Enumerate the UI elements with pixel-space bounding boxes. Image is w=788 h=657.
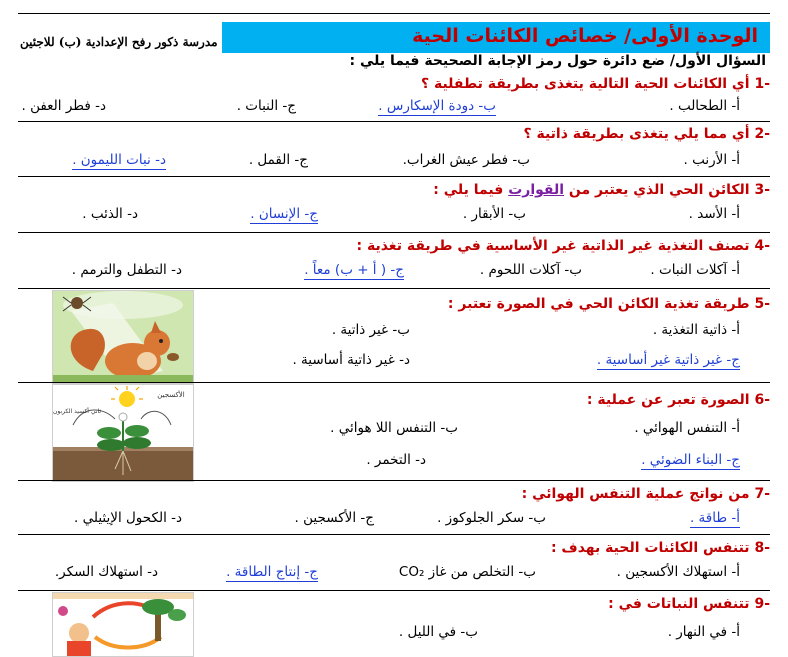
q1-option-b[interactable]: ب- دودة الإسكارس . [378, 98, 496, 114]
page-title: الوحدة الأولى/ خصائص الكائنات الحية [412, 25, 758, 47]
q7-option-a[interactable]: أ- طاقة . [689, 510, 740, 526]
q5-option-a[interactable]: أ- ذاتية التغذية . [652, 322, 740, 338]
q3-option-a[interactable]: أ- الأسد . [688, 206, 740, 222]
divider [18, 232, 770, 233]
q3-option-b[interactable]: ب- الأبقار . [462, 206, 526, 222]
q1-option-a[interactable]: أ- الطحالب . [669, 98, 740, 114]
question-4: -4 تصنف التغذية غير الذاتية غير الأساسية في طريقة تغذية : [356, 238, 770, 254]
question-5: -5 طريقة تغذية الكائن الحي في الصورة تعتبر : [447, 296, 770, 312]
title-banner [222, 22, 770, 53]
divider [18, 534, 770, 535]
question-1: -1 أي الكائنات الحية التالية يتغذى بطريقة تطفلية ؟ [420, 76, 770, 92]
q9-option-a[interactable]: أ- في النهار . [667, 624, 740, 640]
divider [18, 480, 770, 481]
q1-option-c[interactable]: ج- النبات . [236, 98, 296, 114]
divider [18, 382, 770, 383]
divider [18, 121, 770, 122]
q8-option-b[interactable]: ب- التخلص من غاز CO₂ [398, 564, 536, 580]
question-2: -2 أي مما يلي يتغذى بطريقة ذاتية ؟ [523, 126, 770, 142]
divider [18, 288, 770, 289]
divider [18, 176, 770, 177]
question-8: -8 تتنفس الكائنات الحية بهدف : [550, 540, 770, 556]
q5-option-d[interactable]: د- غير ذاتية أساسية . [292, 352, 410, 368]
plant-respiration-image [52, 592, 194, 657]
question-6: -6 الصورة تعبر عن عملية : [586, 392, 770, 408]
divider [18, 590, 770, 591]
q4-option-b[interactable]: ب- آكلات اللحوم . [479, 262, 582, 278]
q6-option-b[interactable]: ب- التنفس اللا هوائي . [330, 420, 458, 436]
q1-option-d[interactable]: د- فطر العفن . [21, 98, 106, 114]
q7-option-d[interactable]: د- الكحول الإيثيلي . [74, 510, 182, 526]
top-rule [18, 13, 770, 14]
q4-option-d[interactable]: د- التطفل والترمم . [71, 262, 182, 278]
q7-option-b[interactable]: ب- سكر الجلوكوز . [437, 510, 546, 526]
q2-option-b[interactable]: ب- فطر عيش الغراب. [402, 152, 530, 168]
co2-label: ثاني أكسيد الكربون [53, 408, 102, 415]
q6-option-a[interactable]: أ- التنفس الهوائي . [634, 420, 740, 436]
q8-option-a[interactable]: أ- استهلاك الأكسجين . [616, 564, 740, 580]
q2-option-a[interactable]: أ- الأرنب . [683, 152, 740, 168]
q8-option-c[interactable]: ج- إنتاج الطاقة . [226, 564, 318, 580]
q9-option-b[interactable]: ب- في الليل . [398, 624, 478, 640]
q6-option-c[interactable]: ج- البناء الضوئي . [641, 452, 740, 468]
question-9: -9 تتنفس النباتات في : [608, 596, 770, 612]
q6-option-d[interactable]: د- التخمر . [366, 452, 426, 468]
q2-option-d[interactable]: د- نبات الليمون . [72, 152, 166, 168]
q7-option-c[interactable]: ج- الأكسجين . [294, 510, 374, 526]
q8-option-d[interactable]: د- استهلاك السكر. [54, 564, 158, 580]
q4-option-a[interactable]: أ- آكلات النبات . [650, 262, 740, 278]
q3-option-c[interactable]: ج- الإنسان . [250, 206, 318, 222]
question-7: -7 من نواتج عملية التنفس الهوائي : [521, 486, 770, 502]
photosynthesis-image [52, 384, 194, 482]
instruction: السؤال الأول/ ضع دائرة حول رمز الإجابة الصحيحة فيما يلي : [349, 53, 766, 69]
q5-option-c[interactable]: ج- غير ذاتية غير أساسية . [596, 352, 740, 368]
q5-option-b[interactable]: ب- غير ذاتية . [331, 322, 410, 338]
q3-option-d[interactable]: د- الذئب . [82, 206, 138, 222]
q2-option-c[interactable]: ج- القمل . [248, 152, 308, 168]
q4-option-c[interactable]: ج- ( أ + ب) معاً . [304, 262, 404, 278]
oxygen-label: الأكسجين [157, 391, 185, 399]
school-name: مدرسة ذكور رفح الإعدادية (ب) للاجئين [20, 35, 218, 49]
question-3: -3 الكائن الحي الذي يعتبر من القوارت فيما يلي : [433, 182, 770, 198]
squirrel-image [52, 290, 194, 384]
